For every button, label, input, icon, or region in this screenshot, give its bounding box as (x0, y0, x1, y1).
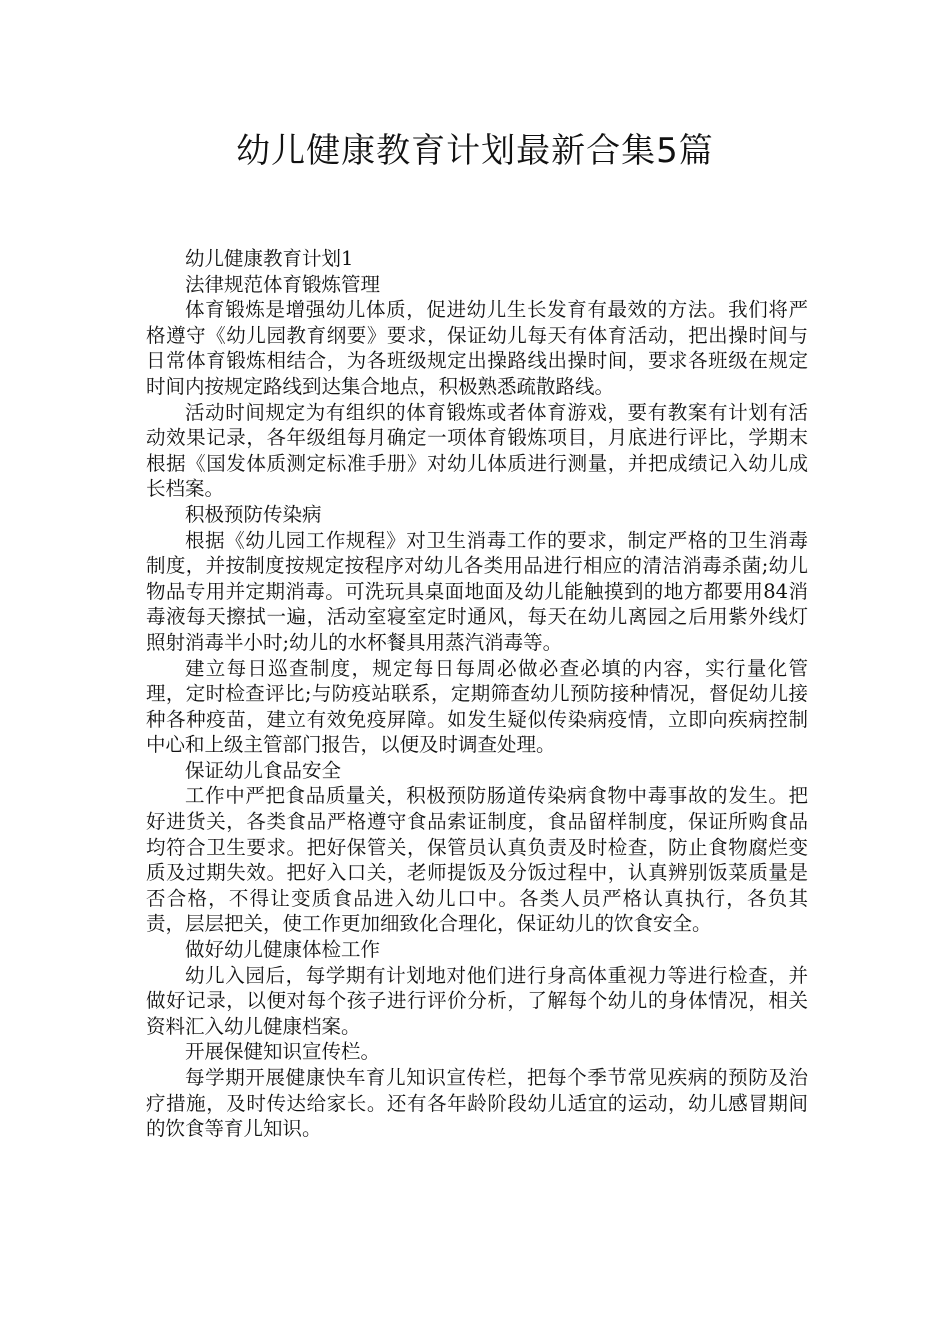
section-heading: 积极预防传染病 (185, 502, 322, 526)
body-paragraph: 每学期开展健康快车育儿知识宣传栏，把每个季节常见疾病的预防及治疗措施，及时传达给家长。还有各年龄阶段幼儿适宜的运动，幼儿感冒期间的饮食等育儿知识。 (146, 1066, 808, 1141)
body-paragraph: 根据《幼儿园工作规程》对卫生消毒工作的要求，制定严格的卫生消毒制度，并按制度按规定按程序对幼儿各类用品进行相应的清洁消毒杀菌;幼儿物品专用并定期消毒。可洗玩具桌面地面及幼儿能触摸到的地方都要用84消毒液每天擦拭一遍，活动室寝室定时通风，每天在幼儿离园之后用紫外线灯照射消毒半小时;幼儿的水杯餐具用蒸汽消毒等。 (146, 528, 808, 654)
section-heading: 法律规范体育锻炼管理 (185, 272, 381, 296)
body-paragraph: 建立每日巡查制度，规定每日每周必做必查必填的内容，实行量化管理，定时检查评比;与防疫站联系，定期筛查幼儿预防接种情况，督促幼儿接种各种疫苗，建立有效免疫屏障。如发生疑似传染病疫情，立即向疾病控制中心和上级主管部门报告，以便及时调查处理。 (146, 656, 808, 757)
body-paragraph: 活动时间规定为有组织的体育锻炼或者体育游戏，要有教案有计划有活动效果记录，各年级组每月确定一项体育锻炼项目，月底进行评比，学期末根据《国发体质测定标准手册》对幼儿体质进行测量，并把成绩记入幼儿成长档案。 (146, 400, 808, 501)
body-paragraph: 体育锻炼是增强幼儿体质，促进幼儿生长发育有最效的方法。我们将严格遵守《幼儿园教育纲要》要求，保证幼儿每天有体育活动，把出操时间与日常体育锻炼相结合，为各班级规定出操路线出操时间，要求各班级在规定时间内按规定路线到达集合地点，积极熟悉疏散路线。 (146, 298, 808, 398)
section-heading: 开展保健知识宣传栏。 (185, 1040, 381, 1064)
body-paragraph: 工作中严把食品质量关，积极预防肠道传染病食物中毒事故的发生。把好进货关，各类食品严格遵守食品索证制度，食品留样制度，保证所购食品均符合卫生要求。把好保管关，保管员认真负责及时检查，防止食物腐烂变质及过期失效。把好入口关，老师提饭及分饭过程中，认真辨别饭菜质量是否合格，不得让变质食品进入幼儿口中。各类人员严格认真执行，各负其责，层层把关，使工作更加细致化合理化，保证幼儿的饮食安全。 (146, 784, 808, 936)
body-paragraph: 幼儿入园后，每学期有计划地对他们进行身高体重视力等进行检查，并做好记录，以便对每个孩子进行评价分析，了解每个幼儿的身体情况，相关资料汇入幼儿健康档案。 (146, 963, 808, 1038)
document-body (146, 246, 808, 1142)
document-title: 幼儿健康教育计划最新合集5篇 (236, 131, 714, 171)
section-heading: 做好幼儿健康体检工作 (185, 938, 381, 962)
section-heading: 保证幼儿食品安全 (185, 758, 342, 782)
section-heading: 幼儿健康教育计划1 (185, 247, 354, 270)
